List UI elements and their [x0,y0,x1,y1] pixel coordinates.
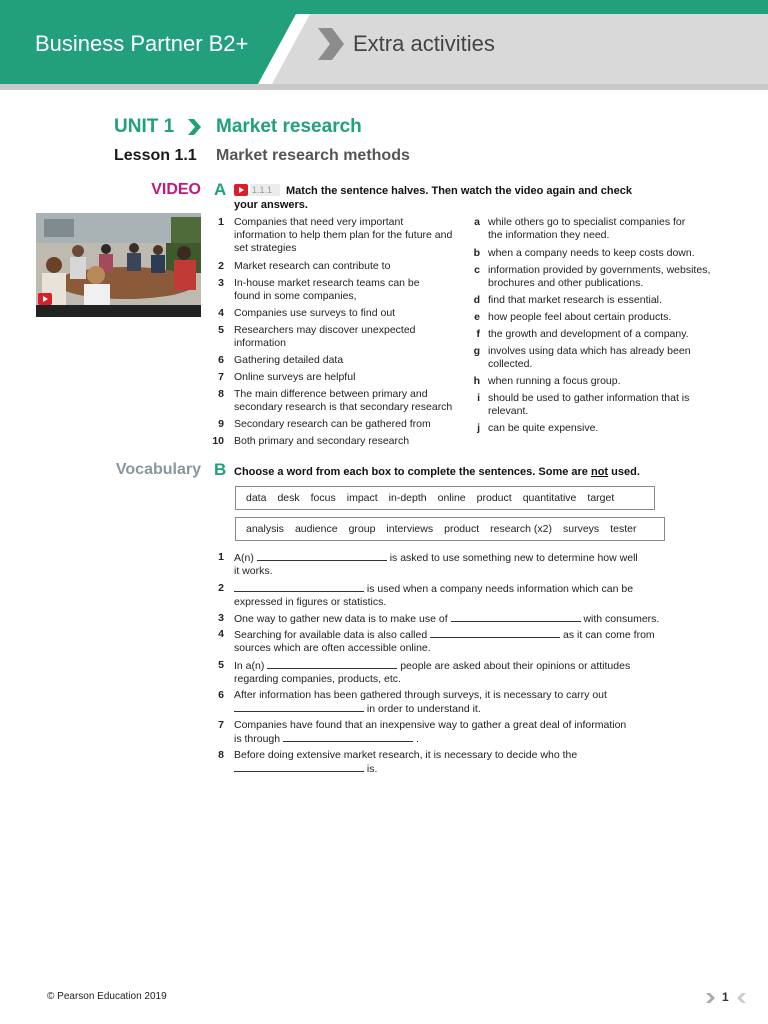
answer-blank[interactable] [451,612,581,622]
chevron-right-icon [705,992,717,1004]
thumbnail-play-icon[interactable] [38,293,52,305]
unit-title: Market research [216,116,362,137]
word-chip: in-depth [388,492,427,504]
lesson-label: Lesson 1.1 [114,147,197,164]
answer-blank[interactable] [430,628,560,638]
word-chip: surveys [563,523,600,535]
word-chip: focus [310,492,336,504]
course-title: Business Partner B2+ [35,31,249,56]
exercise-b-instruction: Choose a word from each box to complete the sentences. Some are not used. [234,466,640,478]
word-box-2 [235,517,665,541]
word-chip: product [476,492,512,504]
chevron-left-icon [735,992,747,1004]
emphasis-not: not [590,466,609,478]
answer-blank[interactable] [234,702,364,712]
exercise-a-letter: A [214,180,227,199]
word-chip: analysis [246,523,284,535]
word-chip: online [437,492,466,504]
word-chip: research (x2) [490,523,552,535]
meeting-photo [36,213,201,317]
lesson-title: Market research methods [216,147,410,164]
word-box-1 [235,486,655,510]
exercise-b-kind: Vocabulary [115,461,201,478]
header-chevron-icon [316,28,346,60]
word-chip: interviews [386,523,434,535]
word-chip: target [587,492,615,504]
answer-blank[interactable] [234,762,364,772]
word-chip: tester [610,523,637,535]
section-title: Extra activities [353,31,495,56]
answer-blank[interactable] [257,551,387,561]
video-thumbnail[interactable] [36,213,201,317]
word-chip: product [444,523,480,535]
word-chip: impact [346,492,378,504]
exercise-b-letter: B [214,460,227,479]
unit-chevron-icon [186,118,202,136]
video-code: 1.1.1 [250,184,280,196]
word-chip: quantitative [522,492,577,504]
exercise-a-kind: VIDEO [151,181,201,198]
answer-blank[interactable] [283,732,413,742]
word-chip: audience [294,523,338,535]
unit-label: UNIT 1 [114,116,175,137]
word-chip: desk [277,492,300,504]
answer-blank[interactable] [267,659,397,669]
exercise-a-instruction: Match the sentence halves. Then watch the video again and check your answers. [234,185,632,211]
word-chip: group [348,523,376,535]
page-number: 1 [722,990,729,1004]
copyright-notice: © Pearson Education 2019 [47,991,167,1002]
word-chip: data [246,492,267,504]
page-header [0,0,768,90]
answer-blank[interactable] [234,582,364,592]
